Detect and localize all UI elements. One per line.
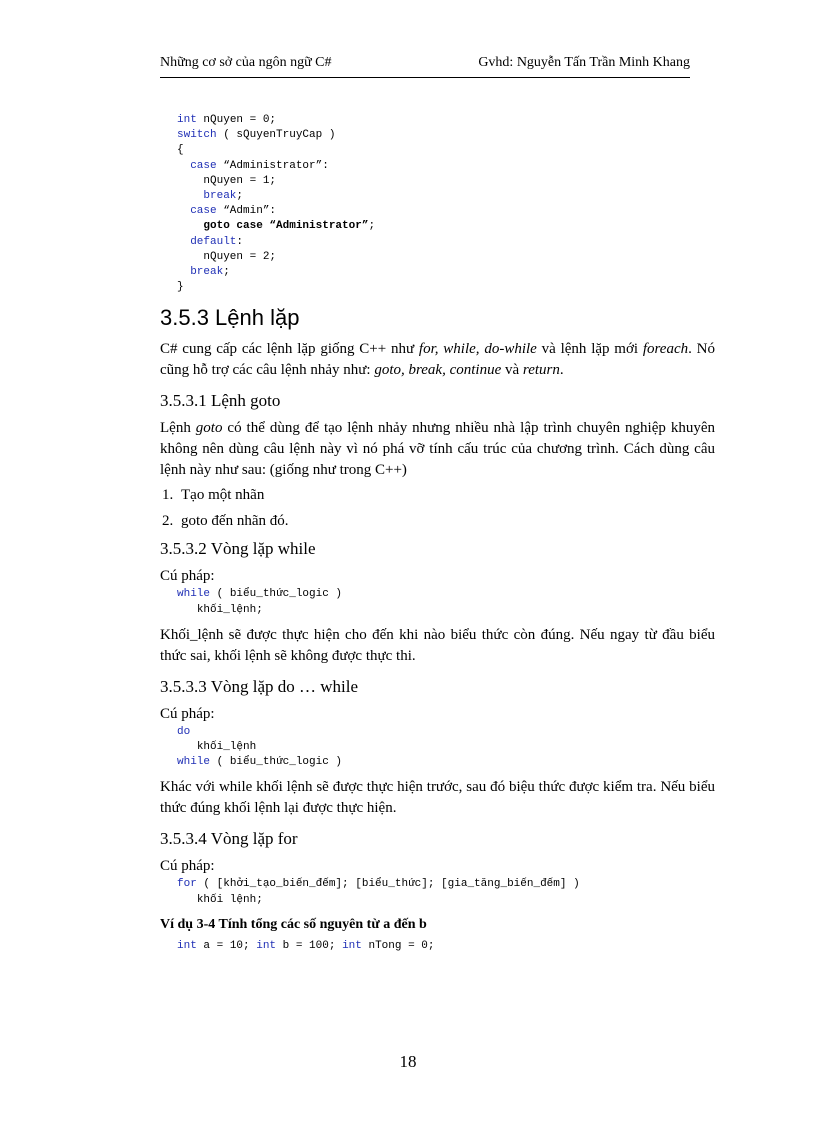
code-keyword: break bbox=[190, 266, 224, 279]
code-text: { bbox=[177, 144, 184, 157]
text-italic: for, while, do-while bbox=[418, 341, 537, 358]
code-keyword: break bbox=[203, 190, 237, 203]
code-text: “Administrator”: bbox=[216, 159, 329, 172]
section-heading-3-5-3-4: 3.5.3.4 Vòng lặp for bbox=[160, 829, 298, 849]
code-keyword: case bbox=[190, 159, 217, 172]
code-text: ( biểu_thức_logic ) bbox=[210, 756, 343, 769]
text: và bbox=[501, 362, 523, 379]
code-text: nTong = 0; bbox=[361, 939, 435, 952]
code-keyword: int bbox=[177, 114, 197, 126]
code-keyword: int bbox=[342, 939, 362, 952]
code-text: a = 10; bbox=[196, 939, 257, 952]
code-block-do-while bbox=[177, 725, 715, 771]
code-text: b = 100; bbox=[276, 939, 343, 952]
code-text: ; bbox=[368, 220, 376, 233]
section-3-5-3-1-paragraph bbox=[160, 418, 715, 481]
section-heading-3-5-3-1: 3.5.3.1 Lệnh goto bbox=[160, 391, 281, 411]
section-heading-3-5-3: 3.5.3 Lệnh lặp bbox=[160, 305, 300, 331]
code-text: nQuyen = 2; bbox=[203, 250, 277, 263]
code-text: ( biểu_thức_logic ) bbox=[210, 588, 343, 601]
code-text: khối_lệnh; bbox=[196, 603, 263, 616]
code-keyword: switch bbox=[177, 129, 217, 142]
syntax-label: Cú pháp: bbox=[160, 568, 215, 585]
code-text: nQuyen = 1; bbox=[203, 174, 277, 187]
text: . bbox=[559, 362, 564, 379]
goto-steps-list bbox=[160, 487, 715, 530]
code-block-switch bbox=[177, 113, 715, 295]
text-italic: return bbox=[522, 362, 560, 379]
section-3-5-3-paragraph bbox=[160, 339, 715, 381]
list-item: 1. Tạo một nhãn bbox=[177, 487, 715, 504]
code-text: } bbox=[177, 281, 184, 294]
code-keyword: while bbox=[177, 588, 211, 601]
code-text: ( [khởi_tạo_biến_đếm]; [biểu_thức]; [gia_tăng_biến_đếm] ) bbox=[196, 878, 580, 891]
code-keyword: int bbox=[177, 939, 197, 952]
section-3-5-3-2-paragraph: Khối_lệnh sẽ được thực hiện cho đến khi nào biểu thức còn đúng. Nếu ngay từ đầu biểu thức sai, khối lệnh sẽ không được thực thi. bbox=[160, 626, 715, 664]
header-author: Gvhd: Nguyễn Tấn Trần Minh Khang bbox=[478, 55, 690, 70]
code-text: khối_lệnh bbox=[196, 741, 257, 754]
syntax-label: Cú pháp: bbox=[160, 858, 215, 875]
syntax-label: Cú pháp: bbox=[160, 705, 215, 722]
code-block-while bbox=[177, 587, 715, 617]
code-text: : bbox=[236, 235, 244, 248]
code-keyword: while bbox=[177, 756, 211, 769]
code-text: ; bbox=[223, 266, 230, 279]
code-text: ; bbox=[236, 190, 244, 203]
code-keyword: do bbox=[177, 725, 191, 738]
page-header bbox=[160, 55, 690, 78]
code-text: nQuyen = 0; bbox=[196, 114, 277, 126]
code-block-example bbox=[177, 939, 715, 954]
text-italic: goto, break, continue bbox=[374, 362, 502, 379]
text-italic: foreach bbox=[642, 341, 689, 358]
page-number: 18 bbox=[399, 1052, 417, 1071]
code-keyword: case bbox=[190, 205, 217, 218]
text: . Nó cũng hỗ trợ các câu lệnh nhảy như: bbox=[160, 341, 715, 379]
text: và lệnh lặp mới bbox=[536, 341, 643, 358]
list-item: 2. goto đến nhãn đó. bbox=[177, 513, 715, 530]
text: C# cung cấp các lệnh lặp giống C++ như bbox=[160, 341, 419, 358]
code-text: “Admin”: bbox=[216, 205, 277, 218]
text: Lệnh bbox=[160, 420, 196, 437]
code-keyword: int bbox=[256, 939, 277, 952]
code-text: ( sQuyenTruyCap ) bbox=[216, 129, 336, 142]
text: có thể dùng để tạo lệnh nhảy nhưng nhiều nhà lập trình chuyên nghiệp khuyên không nên dùng câu lệnh này vì nó phá vỡ tính cấu trúc của chương trình. Cách dùng câu lệnh này như sau: (giống như trong C++) bbox=[160, 420, 716, 479]
code-bold: goto case “Administrator” bbox=[203, 220, 369, 233]
code-keyword: for bbox=[177, 878, 197, 891]
text-italic: goto bbox=[195, 420, 223, 437]
section-3-5-3-3-paragraph: Khác với while khối lệnh sẽ được thực hiện trước, sau đó biệu thức được kiểm tra. Nếu biểu thức đúng khối lệnh lại được thực hiện. bbox=[160, 779, 715, 817]
section-heading-3-5-3-3: 3.5.3.3 Vòng lặp do … while bbox=[160, 676, 359, 696]
page-content bbox=[160, 113, 715, 954]
section-heading-3-5-3-2: 3.5.3.2 Vòng lặp while bbox=[160, 539, 316, 559]
code-block-for bbox=[177, 877, 715, 907]
code-text: khối lệnh; bbox=[196, 893, 263, 906]
code-keyword: default bbox=[190, 235, 237, 248]
example-caption: Ví dụ 3-4 Tính tổng các số nguyên từ a đến b bbox=[160, 916, 427, 932]
header-title: Những cơ sở của ngôn ngữ C# bbox=[160, 55, 332, 70]
